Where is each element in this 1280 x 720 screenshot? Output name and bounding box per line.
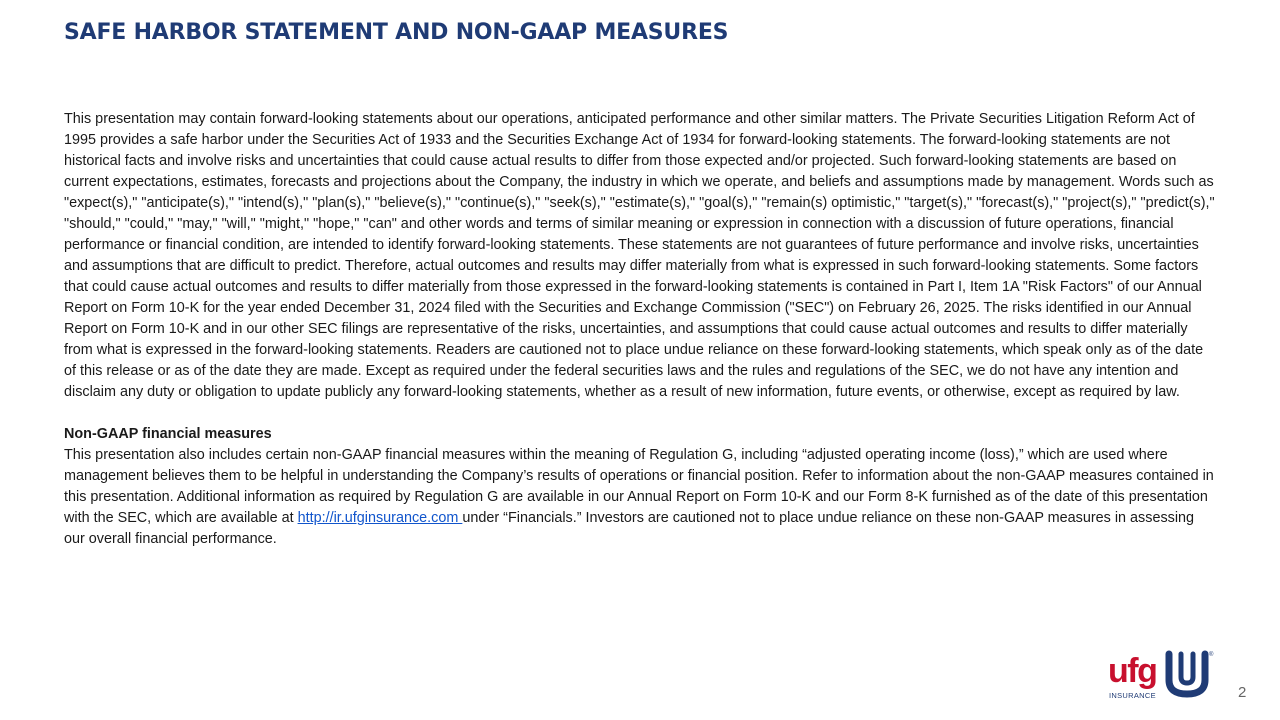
logo-subtitle: INSURANCE — [1109, 691, 1156, 700]
non-gaap-paragraph — [64, 445, 1216, 550]
non-gaap-text-after-link: under “Financials.” Investors are cautioned not to place undue reliance on these non-GAAP measures in assessing our overall financial performance. — [64, 510, 1195, 547]
ufg-insurance-logo — [1108, 648, 1218, 700]
non-gaap-heading: Non-GAAP financial measures — [64, 426, 272, 442]
investor-relations-link[interactable]: http://ir.ufginsurance.com — [297, 510, 463, 526]
slide-title: SAFE HARBOR STATEMENT AND NON-GAAP MEASURES — [64, 20, 729, 45]
non-gaap-text-before-link: This presentation also includes certain non-GAAP financial measures within the meaning of Regulation G, including “adjusted operating income (loss),” which are used where management believes them to be helpful in understanding the Company’s results of operations or financial position. Refer to information about the non-GAAP measures contained in this presentation. Additional information as required by Regulation G are available in our Annual Report on Form 10-K and our Form 8-K furnished as of the date of this presentation with the SEC, which are available at — [64, 447, 1214, 526]
logo-emblem-icon — [1169, 654, 1205, 694]
paragraph-spacer — [64, 403, 1216, 424]
logo-registered-mark: ® — [1209, 652, 1214, 658]
slide-body — [64, 109, 1216, 550]
page-number: 2 — [1238, 684, 1247, 701]
safe-harbor-paragraph: This presentation may contain forward-looking statements about our operations, anticipated performance and other similar matters. The Private Securities Litigation Reform Act of 1995 provides a safe harbor under the Securities Act of 1933 and the Securities Exchange Act of 1934 for forward-looking statements. The forward-looking statements are not historical facts and involve risks and uncertainties that could cause actual results to differ from those expected and/or projected. Such forward-looking statements are based on current expectations, estimates, forecasts and projections about the Company, the industry in which we operate, and beliefs and assumptions made by management. Words such as "expect(s)," "anticipate(s)," "intend(s)," "plan(s)," "believe(s)," "continue(s)," "seek(s)," "estimate(s)," "goal(s)," "remain(s) optimistic," "target(s)," "forecast(s)," "project(s)," "predict(s)," "should," "could," "may," "will," "might," "hope," "can" and other words and terms of similar meaning or expression in connection with a discussion of future operations, financial performance or financial condition, are intended to identify forward-looking statements. These statements are not guarantees of future performance and involve risks, uncertainties and assumptions that are difficult to predict. Therefore, actual outcomes and results may differ materially from what is expressed in such forward-looking statements. Some factors that could cause actual outcomes and results to differ materially from those expressed in the forward-looking statements is contained in Part I, Item 1A "Risk Factors" of our Annual Report on Form 10-K for the year ended December 31, 2024 filed with the Securities and Exchange Commission ("SEC") on February 26, 2025. The risks identified in our Annual Report on Form 10-K and in our other SEC filings are representative of the risks, uncertainties, and assumptions that could cause actual outcomes and results to differ materially from what is expressed in the forward-looking statements. Readers are cautioned not to place undue reliance on these forward-looking statements, which speak only as of the date of this release or as of the date they are made. Except as required under the federal securities laws and the rules and regulations of the SEC, we do not have any intention and disclaim any duty or obligation to update publicly any forward-looking statements, whether as a result of new information, future events, or otherwise, except as required by law. — [64, 111, 1215, 400]
logo-wordmark: ufg — [1108, 652, 1157, 690]
